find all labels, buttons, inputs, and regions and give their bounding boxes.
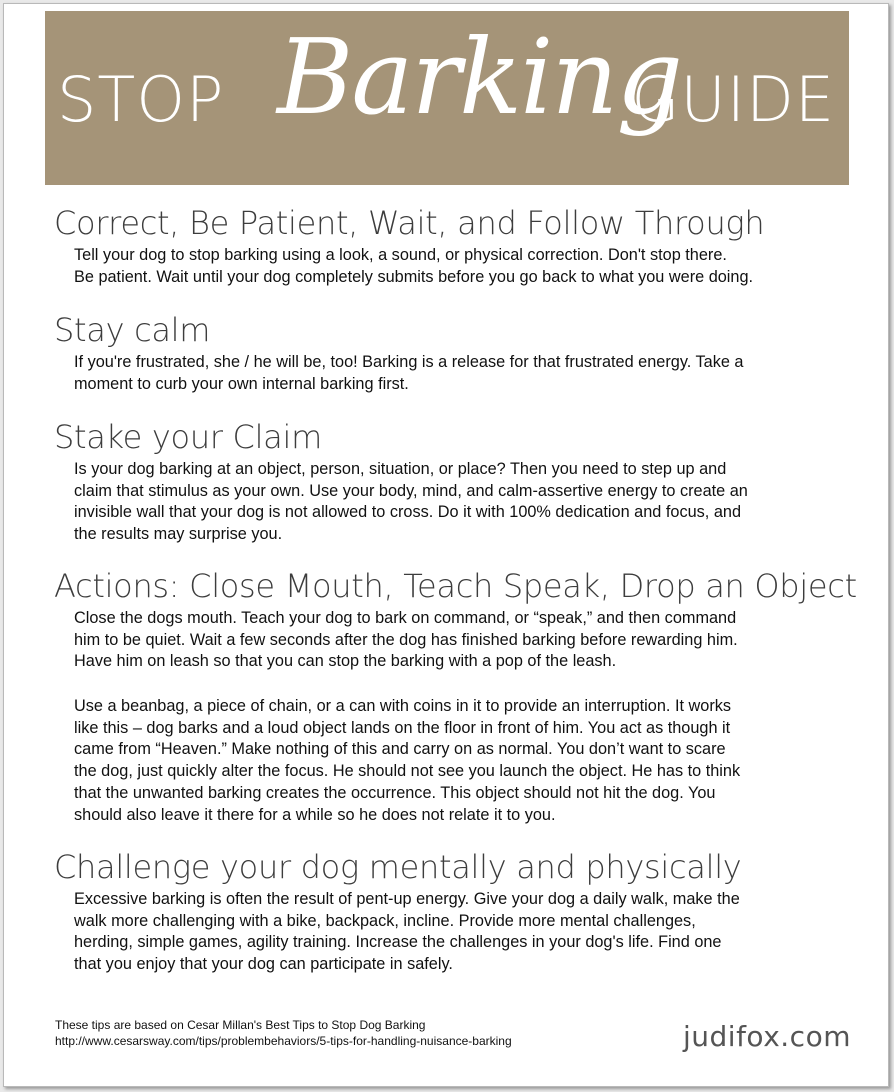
section-text-stay-calm: If you're frustrated, she / he will be, too! Barking is a release for that frustrated energy. Take a moment to curb your own internal barking first. — [74, 353, 744, 393]
banner-word-guide: GUIDE — [631, 63, 835, 136]
section-text-correct: Tell your dog to stop barking using a look, a sound, or physical correction. Don't stop there. Be patient. Wait until your dog completely submits before you go back to what you were doing. — [74, 246, 754, 286]
section-title-correct: Correct, Be Patient, Wait, and Follow Through — [54, 204, 765, 242]
section-text-challenge: Excessive barking is often the result of pent-up energy. Give your dog a daily walk, make the walk more challenging with a bike, backpack, incline. Provide more mental challenges, herding, simple games, agility training. Increase the challenges in your dog's life. Find one that you enjoy that your dog can participate in safely. — [74, 890, 740, 974]
site-logo: judifox.com — [683, 1020, 851, 1053]
section-title-challenge: Challenge your dog mentally and physically — [54, 848, 742, 886]
guide-page — [3, 3, 889, 1087]
banner-word-barking: Barking — [277, 16, 681, 138]
section-title-actions: Actions: Close Mouth, Teach Speak, Drop an Object — [54, 567, 857, 605]
title-banner — [45, 11, 849, 185]
section-text-stake-claim: Is your dog barking at an object, person, situation, or place? Then you need to step up and claim that stimulus as your own. Use your body, mind, and calm-assertive energy to create an invisible wall that your dog is not allowed to cross. Do it with 100% dedication and focus, and the results may surprise you. — [74, 460, 748, 544]
section-title-stake-claim: Stake your Claim — [54, 418, 322, 456]
section-title-stay-calm: Stay calm — [54, 311, 211, 349]
footer-credit — [55, 1017, 512, 1049]
banner-word-stop: STOP — [57, 63, 225, 136]
footer-source-url: http://www.cesarsway.com/tips/problembehaviors/5-tips-for-handling-nuisance-barking — [55, 1034, 512, 1048]
section-text-actions-1: Close the dogs mouth. Teach your dog to bark on command, or “speak,” and then command him to be quiet. Wait a few seconds after the dog has finished barking before rewarding him. Have him on leash so that you can stop the barking with a pop of the leash. — [74, 609, 738, 671]
section-text-actions-2: Use a beanbag, a piece of chain, or a can with coins in it to provide an interruption. It works like this – dog barks and a loud object lands on the floor in front of him. You act as though it came from “Heaven.” Make nothing of this and carry on as normal. You don’t want to scare the dog, just quickly alter the focus. He should not see you launch the object. He has to think that the unwanted barking creates the occurrence. This object should not hit the dog. You should also leave it there for a while so he does not relate it to you. — [74, 697, 741, 824]
footer-credit-text: These tips are based on Cesar Millan's Best Tips to Stop Dog Barking — [55, 1018, 426, 1032]
